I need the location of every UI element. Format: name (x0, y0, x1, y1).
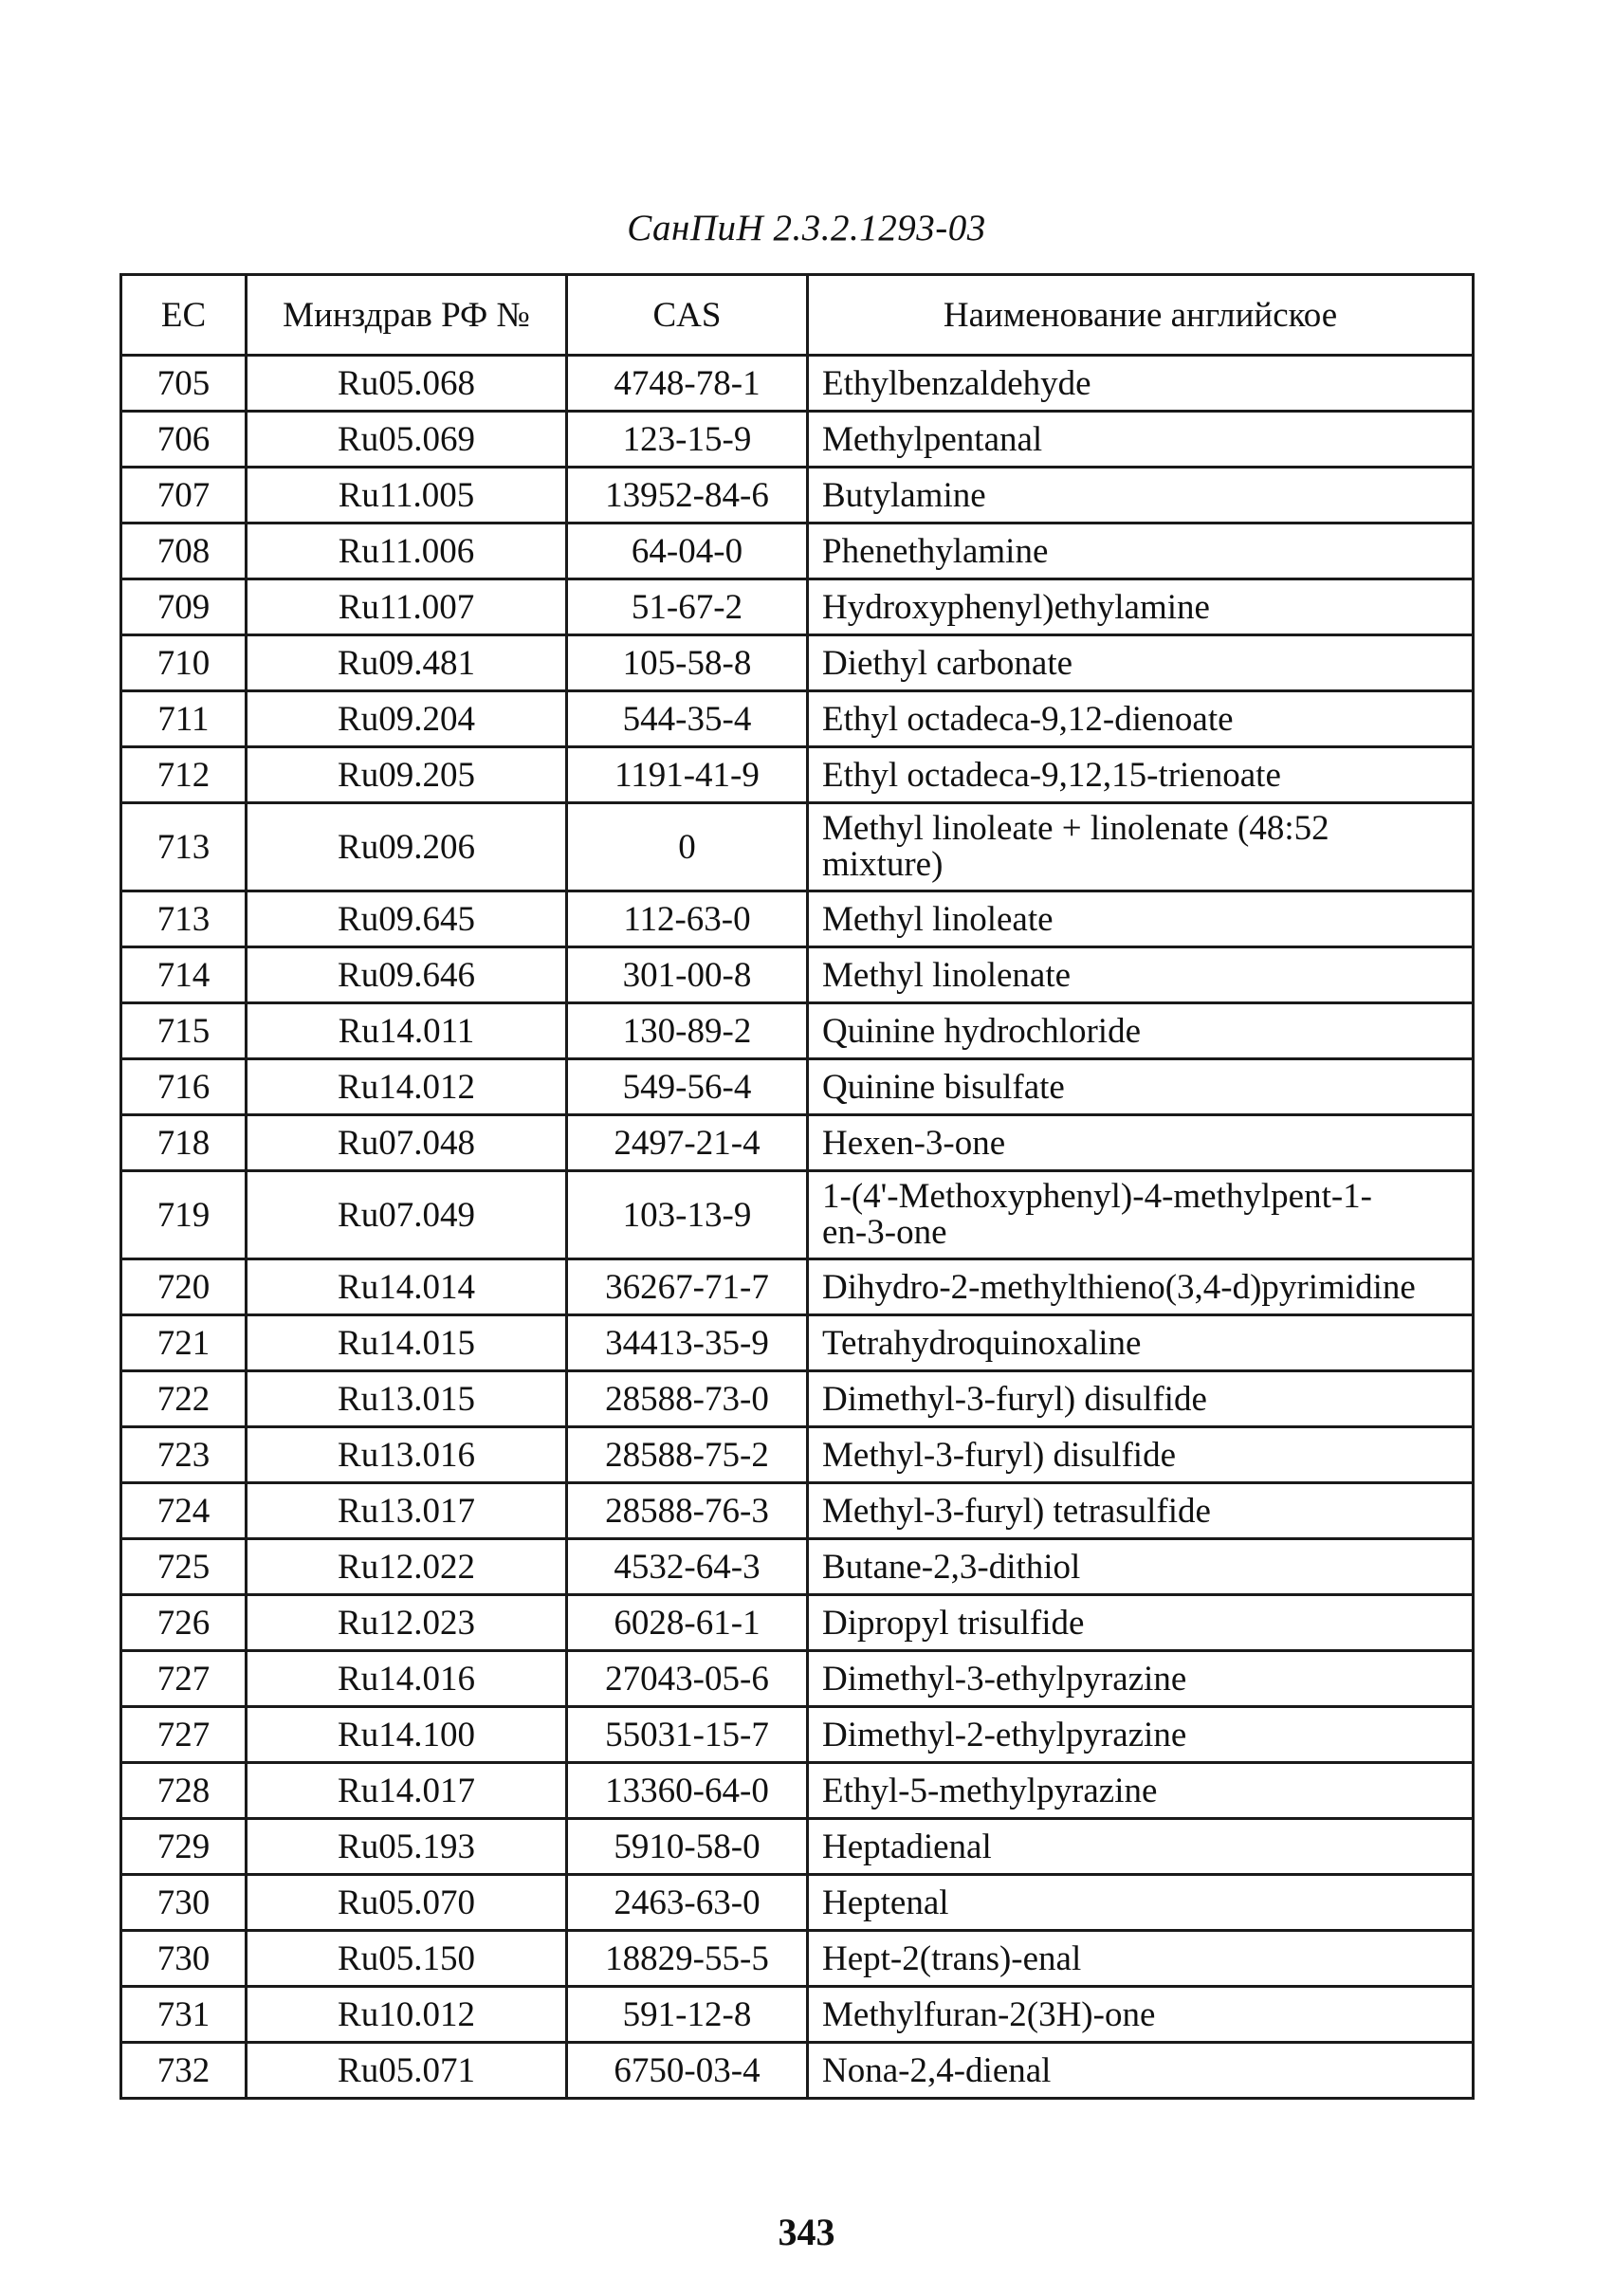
cell-minzdrav-number: Ru09.206 (247, 803, 567, 891)
cell-ec: 720 (121, 1259, 247, 1315)
cell-cas: 28588-73-0 (567, 1371, 808, 1427)
cell-ec: 711 (121, 691, 247, 747)
table-row (121, 1115, 1474, 1171)
cell-ec: 706 (121, 412, 247, 468)
cell-minzdrav-number: Ru13.017 (247, 1483, 567, 1539)
table-row (121, 356, 1474, 412)
cell-ec: 708 (121, 523, 247, 579)
cell-name-english: Nona-2,4-dienal (808, 2043, 1474, 2099)
table-row (121, 579, 1474, 635)
cell-ec: 724 (121, 1483, 247, 1539)
cell-ec: 722 (121, 1371, 247, 1427)
table-row (121, 523, 1474, 579)
cell-name-english (808, 1171, 1474, 1259)
cell-ec: 727 (121, 1651, 247, 1707)
cell-minzdrav-number: Ru05.071 (247, 2043, 567, 2099)
cell-cas: 28588-75-2 (567, 1427, 808, 1483)
cell-name-english: Dipropyl trisulfide (808, 1595, 1474, 1651)
cell-ec: 712 (121, 747, 247, 803)
cell-ec: 707 (121, 468, 247, 523)
cell-ec: 723 (121, 1427, 247, 1483)
cell-ec: 732 (121, 2043, 247, 2099)
cell-minzdrav-number: Ru07.049 (247, 1171, 567, 1259)
table-row (121, 891, 1474, 947)
table-row (121, 1371, 1474, 1427)
table-row (121, 1987, 1474, 2043)
cell-name-english: Dimethyl-3-ethylpyrazine (808, 1651, 1474, 1707)
table-row (121, 947, 1474, 1003)
table-row (121, 412, 1474, 468)
document-header: СанПиН 2.3.2.1293-03 (627, 208, 986, 248)
cell-name-english: Methylfuran-2(3H)-one (808, 1987, 1474, 2043)
cell-minzdrav-number: Ru09.205 (247, 747, 567, 803)
table-row (121, 803, 1474, 891)
cell-cas: 4532-64-3 (567, 1539, 808, 1595)
cell-minzdrav-number: Ru05.069 (247, 412, 567, 468)
cell-name-english: Ethyl-5-methylpyrazine (808, 1763, 1474, 1819)
cell-name-line: Methyl linoleate + linolenate (48:52 (822, 809, 1329, 848)
cell-ec: 728 (121, 1763, 247, 1819)
cell-name-english: Ethyl octadeca-9,12-dienoate (808, 691, 1474, 747)
cell-minzdrav-number: Ru14.016 (247, 1651, 567, 1707)
cell-name-english: Quinine hydrochloride (808, 1003, 1474, 1059)
cell-ec: 730 (121, 1875, 247, 1931)
cell-name-english: Heptadienal (808, 1819, 1474, 1875)
cell-minzdrav-number: Ru09.645 (247, 891, 567, 947)
cell-ec: 718 (121, 1115, 247, 1171)
cell-name-english: Methylpentanal (808, 412, 1474, 468)
cell-cas: 6750-03-4 (567, 2043, 808, 2099)
cell-cas: 112-63-0 (567, 891, 808, 947)
cell-minzdrav-number: Ru14.100 (247, 1707, 567, 1763)
cell-minzdrav-number: Ru14.011 (247, 1003, 567, 1059)
cell-name-english (808, 803, 1474, 891)
table-header-row (121, 275, 1474, 356)
table-row (121, 1707, 1474, 1763)
cell-cas: 34413-35-9 (567, 1315, 808, 1371)
table-row (121, 1539, 1474, 1595)
cell-name-english: Ethylbenzaldehyde (808, 356, 1474, 412)
cell-cas: 27043-05-6 (567, 1651, 808, 1707)
table-row (121, 691, 1474, 747)
cell-minzdrav-number: Ru13.016 (247, 1427, 567, 1483)
table-row (121, 1875, 1474, 1931)
cell-cas: 301-00-8 (567, 947, 808, 1003)
cell-minzdrav-number: Ru14.014 (247, 1259, 567, 1315)
table-row (121, 1483, 1474, 1539)
cell-name-english: Methyl-3-furyl) tetrasulfide (808, 1483, 1474, 1539)
cell-minzdrav-number: Ru10.012 (247, 1987, 567, 2043)
table-row (121, 1931, 1474, 1987)
cell-ec: 710 (121, 635, 247, 691)
cell-minzdrav-number: Ru11.006 (247, 523, 567, 579)
cell-minzdrav-number: Ru14.012 (247, 1059, 567, 1115)
cell-ec: 705 (121, 356, 247, 412)
cell-ec: 719 (121, 1171, 247, 1259)
cell-ec: 725 (121, 1539, 247, 1595)
table-row (121, 2043, 1474, 2099)
cell-cas: 6028-61-1 (567, 1595, 808, 1651)
cell-name-english: Heptenal (808, 1875, 1474, 1931)
cell-name-english: Quinine bisulfate (808, 1059, 1474, 1115)
cell-name-english: Hydroxyphenyl)ethylamine (808, 579, 1474, 635)
cell-name-line: en-3-one (822, 1213, 947, 1252)
cell-cas: 55031-15-7 (567, 1707, 808, 1763)
cell-cas: 36267-71-7 (567, 1259, 808, 1315)
cell-ec: 730 (121, 1931, 247, 1987)
table-row (121, 747, 1474, 803)
cell-cas: 2463-63-0 (567, 1875, 808, 1931)
cell-minzdrav-number: Ru14.015 (247, 1315, 567, 1371)
cell-cas: 4748-78-1 (567, 356, 808, 412)
table-row (121, 1651, 1474, 1707)
cell-ec: 727 (121, 1707, 247, 1763)
table-row (121, 1763, 1474, 1819)
cell-ec: 715 (121, 1003, 247, 1059)
cell-minzdrav-number: Ru05.193 (247, 1819, 567, 1875)
cell-ec: 716 (121, 1059, 247, 1115)
cell-name-english: Dimethyl-3-furyl) disulfide (808, 1371, 1474, 1427)
cell-name-english: Butane-2,3-dithiol (808, 1539, 1474, 1595)
cell-ec: 726 (121, 1595, 247, 1651)
cell-cas: 549-56-4 (567, 1059, 808, 1115)
cell-ec: 729 (121, 1819, 247, 1875)
cell-name-line: mixture) (822, 845, 944, 884)
cell-cas: 1191-41-9 (567, 747, 808, 803)
cell-minzdrav-number: Ru05.150 (247, 1931, 567, 1987)
cell-minzdrav-number: Ru09.204 (247, 691, 567, 747)
cell-name-english: Hept-2(trans)-enal (808, 1931, 1474, 1987)
cell-minzdrav-number: Ru13.015 (247, 1371, 567, 1427)
cell-ec: 713 (121, 803, 247, 891)
cell-name-english: Butylamine (808, 468, 1474, 523)
cell-name-english: Hexen-3-one (808, 1115, 1474, 1171)
cell-name-line: 1-(4'-Methoxyphenyl)-4-methylpent-1- (822, 1177, 1373, 1216)
cell-cas: 18829-55-5 (567, 1931, 808, 1987)
cell-ec: 713 (121, 891, 247, 947)
column-header-name-english: Наименование английское (808, 275, 1474, 356)
cell-cas: 544-35-4 (567, 691, 808, 747)
cell-cas: 130-89-2 (567, 1003, 808, 1059)
table-row (121, 1819, 1474, 1875)
table-body (121, 356, 1474, 2099)
cell-cas: 123-15-9 (567, 412, 808, 468)
cell-name-english: Methyl linoleate (808, 891, 1474, 947)
cell-cas: 51-67-2 (567, 579, 808, 635)
cell-name-english: Diethyl carbonate (808, 635, 1474, 691)
table-row (121, 1595, 1474, 1651)
cell-cas: 105-58-8 (567, 635, 808, 691)
table-row (121, 1059, 1474, 1115)
cell-ec: 731 (121, 1987, 247, 2043)
table-row (121, 1171, 1474, 1259)
cell-minzdrav-number: Ru12.023 (247, 1595, 567, 1651)
table-row (121, 1003, 1474, 1059)
cell-minzdrav-number: Ru09.646 (247, 947, 567, 1003)
cell-ec: 721 (121, 1315, 247, 1371)
cell-minzdrav-number: Ru05.070 (247, 1875, 567, 1931)
cell-minzdrav-number: Ru11.007 (247, 579, 567, 635)
cell-name-english: Methyl linolenate (808, 947, 1474, 1003)
cell-name-english: Ethyl octadeca-9,12,15-trienoate (808, 747, 1474, 803)
substances-table (119, 273, 1475, 2100)
cell-minzdrav-number: Ru09.481 (247, 635, 567, 691)
table-row (121, 1427, 1474, 1483)
cell-cas: 64-04-0 (567, 523, 808, 579)
column-header-ec: ЕС (121, 275, 247, 356)
table-row (121, 1259, 1474, 1315)
cell-ec: 709 (121, 579, 247, 635)
cell-cas: 5910-58-0 (567, 1819, 808, 1875)
cell-cas: 13952-84-6 (567, 468, 808, 523)
cell-cas: 2497-21-4 (567, 1115, 808, 1171)
cell-name-english: Phenethylamine (808, 523, 1474, 579)
table-row (121, 468, 1474, 523)
cell-cas: 0 (567, 803, 808, 891)
cell-minzdrav-number: Ru12.022 (247, 1539, 567, 1595)
cell-minzdrav-number: Ru11.005 (247, 468, 567, 523)
page-number: 343 (778, 2211, 835, 2253)
cell-minzdrav-number: Ru07.048 (247, 1115, 567, 1171)
cell-cas: 103-13-9 (567, 1171, 808, 1259)
cell-name-english: Dihydro-2-methylthieno(3,4-d)pyrimidine (808, 1259, 1474, 1315)
cell-ec: 714 (121, 947, 247, 1003)
cell-minzdrav-number: Ru14.017 (247, 1763, 567, 1819)
table-row (121, 1315, 1474, 1371)
cell-name-english: Methyl-3-furyl) disulfide (808, 1427, 1474, 1483)
cell-cas: 28588-76-3 (567, 1483, 808, 1539)
column-header-minzdrav: Минздрав РФ № (247, 275, 567, 356)
column-header-cas: CAS (567, 275, 808, 356)
cell-name-english: Dimethyl-2-ethylpyrazine (808, 1707, 1474, 1763)
cell-cas: 13360-64-0 (567, 1763, 808, 1819)
cell-cas: 591-12-8 (567, 1987, 808, 2043)
table-row (121, 635, 1474, 691)
cell-minzdrav-number: Ru05.068 (247, 356, 567, 412)
cell-name-english: Tetrahydroquinoxaline (808, 1315, 1474, 1371)
